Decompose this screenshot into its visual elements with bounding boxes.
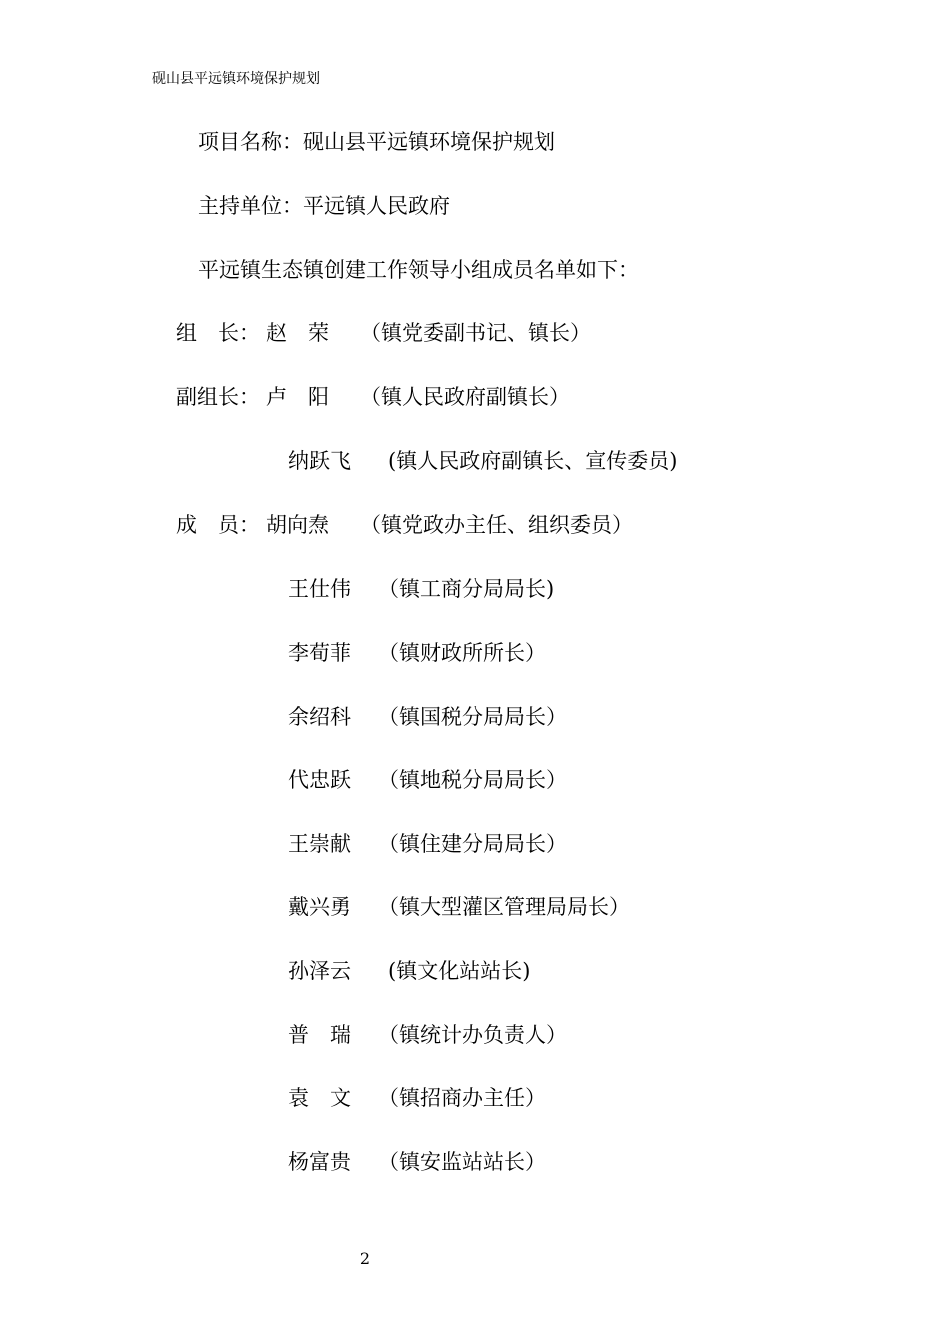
deputy-duty: （镇人民政府副镇长） [360,385,570,409]
list-intro-line: 平远镇生态镇创建工作领导小组成员名单如下： [198,258,639,282]
member-duty: （镇财政所所长） [378,641,546,665]
member-duty: （镇大型灌区管理局局长） [378,895,630,919]
member-name: 普 瑞 [288,1023,351,1047]
host-unit-line: 主持单位：平远镇人民政府 [198,194,450,218]
member-name: 胡向焘 [266,513,329,537]
member-name: 袁 文 [288,1086,351,1110]
member-name: 代忠跃 [288,768,351,792]
member-duty: （镇安监站站长） [378,1150,546,1174]
member-name: 杨富贵 [288,1150,351,1174]
member-duty: （镇地税分局局长） [378,768,567,792]
deputy-name: 卢 阳 [266,385,329,409]
member-duty: （镇住建分局局长） [378,832,567,856]
leader-duty: （镇党委副书记、镇长） [360,321,591,345]
member-duty: （镇统计办负责人） [378,1023,567,1047]
leader-role-label: 组 长： [176,321,260,345]
project-name-line: 项目名称：砚山县平远镇环境保护规划 [198,130,555,154]
member-duty: （镇国税分局局长） [378,705,567,729]
member-name: 孙泽云 [288,959,351,983]
running-header: 砚山县平远镇环境保护规划 [152,71,320,87]
page-number: 2 [359,1249,371,1268]
member-duty: （镇招商办主任） [378,1086,546,1110]
leader-name: 赵 荣 [266,321,329,345]
deputy-role-label: 副组长： [176,385,260,409]
member-name: 戴兴勇 [288,895,351,919]
member-name: 李荀菲 [288,641,351,665]
member-name: 王仕伟 [288,577,351,601]
deputy-name: 纳跃飞 [288,449,351,473]
member-duty: （镇党政办主任、组织委员） [360,513,633,537]
deputy-duty: (镇人民政府副镇长、宣传委员) [388,449,678,473]
members-role-label: 成 员： [176,513,260,537]
member-duty: （镇工商分局局长) [378,577,555,601]
member-duty: (镇文化站站长) [388,959,531,983]
member-name: 余绍科 [288,705,351,729]
member-name: 王崇献 [288,832,351,856]
